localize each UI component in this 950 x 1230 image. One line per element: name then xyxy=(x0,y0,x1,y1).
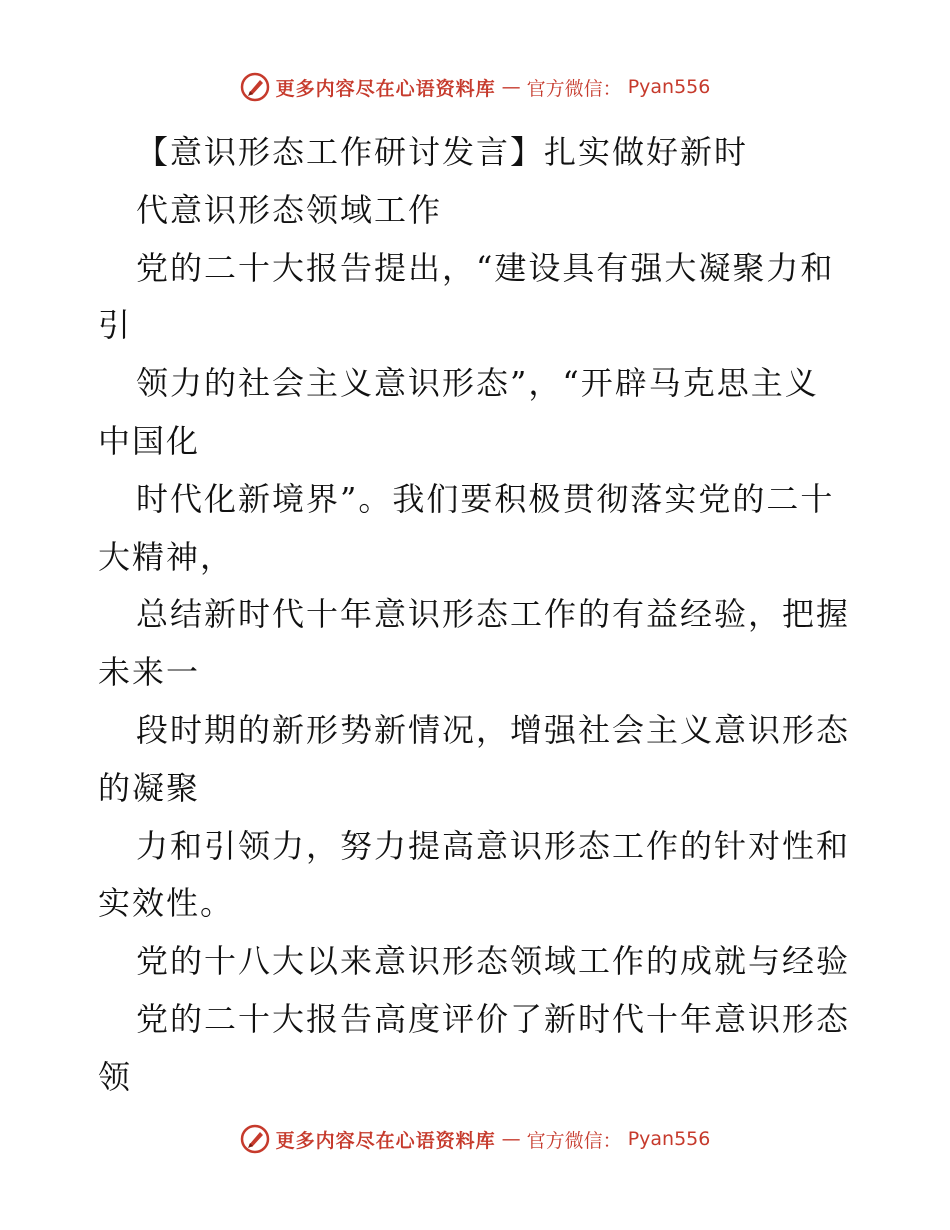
watermark-wechat-id: Pyan556 xyxy=(627,1128,711,1150)
title-line-1: 【意识形态工作研讨发言】扎实做好新时 xyxy=(136,133,749,171)
body-line: 党的二十大报告提出，“建设具有强大凝聚力和 xyxy=(136,248,835,287)
body-line: 力和引领力，努力提高意识形态工作的针对性和 xyxy=(136,826,851,865)
title-line-2: 代意识形态领域工作 xyxy=(136,190,443,229)
watermark-sub-text: 官方微信： xyxy=(526,77,622,100)
pen-logo-icon xyxy=(240,72,270,102)
pen-logo-icon xyxy=(240,1124,270,1154)
body-line: 的凝聚 xyxy=(98,768,201,807)
body-line: 大精神， xyxy=(98,537,235,576)
body-line: 引 xyxy=(98,306,133,345)
footer-watermark xyxy=(0,1124,950,1154)
section-heading: 党的十八大以来意识形态领域工作的成就与经验 xyxy=(136,942,851,981)
body-line: 党的二十大报告高度评价了新时代十年意识形态 xyxy=(136,999,851,1038)
body-line: 段时期的新形势新情况，增强社会主义意识形态 xyxy=(136,710,851,749)
watermark-wechat-id: Pyan556 xyxy=(627,76,711,98)
body-line: 总结新时代十年意识形态工作的有益经验，把握 xyxy=(136,595,851,634)
body-line: 实效性。 xyxy=(98,884,235,923)
body-line: 领力的社会主义意识形态”，“开辟马克思主义 xyxy=(136,364,819,403)
watermark-separator: — xyxy=(501,1128,521,1150)
document-body xyxy=(98,124,858,1107)
body-line: 时代化新境界”。我们要积极贯彻落实党的二十 xyxy=(136,479,835,518)
watermark-main-text: 更多内容尽在心语资料库 xyxy=(275,77,496,100)
body-line: 未来一 xyxy=(98,653,201,692)
watermark-separator: — xyxy=(501,76,521,98)
body-line: 中国化 xyxy=(98,421,201,460)
header-watermark xyxy=(0,72,950,102)
watermark-main-text: 更多内容尽在心语资料库 xyxy=(275,1129,496,1152)
watermark-sub-text: 官方微信： xyxy=(526,1129,622,1152)
body-line: 领 xyxy=(98,1057,133,1096)
